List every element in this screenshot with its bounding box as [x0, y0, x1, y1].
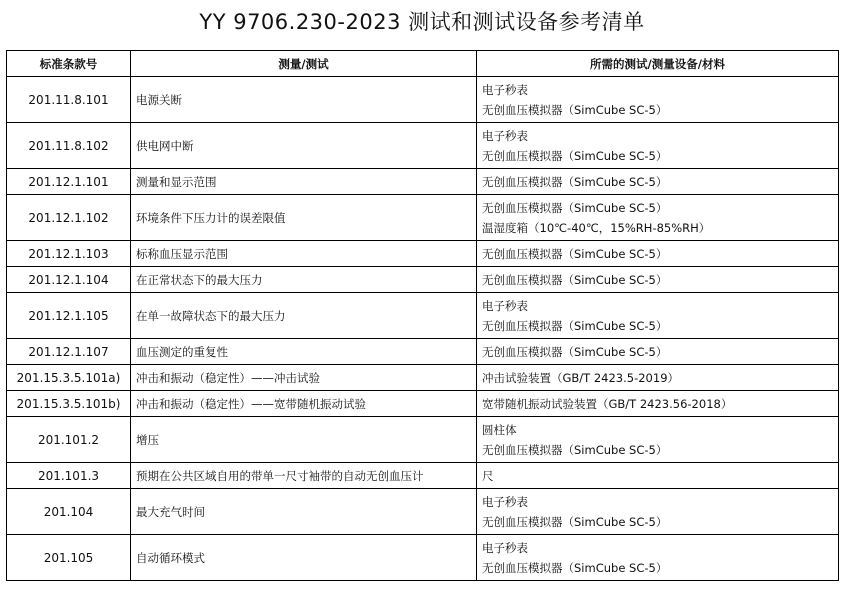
equipment-item: 无创血压模拟器（SimCube SC-5）: [482, 102, 668, 117]
clause-number: 201.12.1.107: [7, 339, 131, 365]
test-description: 自动循环模式: [131, 535, 477, 581]
equipment-item: 无创血压模拟器（SimCube SC-5）: [482, 246, 668, 261]
equipment-item: 温湿度箱（10℃-40℃，15%RH-85%RH）: [482, 220, 711, 235]
equipment-item: 无创血压模拟器（SimCube SC-5）: [482, 148, 668, 163]
clause-number: 201.12.1.101: [7, 169, 131, 195]
table-row: [7, 535, 839, 581]
equipment-item: 无创血压模拟器（SimCube SC-5）: [482, 174, 668, 189]
equipment-item: 电子秒表: [482, 82, 528, 97]
table-row: [7, 267, 839, 293]
table-row: [7, 417, 839, 463]
equipment-item: 无创血压模拟器（SimCube SC-5）: [482, 560, 668, 575]
equipment-cell: [477, 391, 839, 417]
table-row: [7, 391, 839, 417]
equipment-item: 无创血压模拟器（SimCube SC-5）: [482, 318, 668, 333]
test-description: 预期在公共区域自用的带单一尺寸袖带的自动无创血压计: [131, 463, 477, 489]
equipment-cell: [477, 241, 839, 267]
equipment-item: 电子秒表: [482, 494, 528, 509]
clause-number: 201.12.1.105: [7, 293, 131, 339]
test-description: 冲击和振动（稳定性）——宽带随机振动试验: [131, 391, 477, 417]
equipment-item: 无创血压模拟器（SimCube SC-5）: [482, 442, 668, 457]
equipment-cell: [477, 417, 839, 463]
clause-number: 201.105: [7, 535, 131, 581]
equipment-item: 无创血压模拟器（SimCube SC-5）: [482, 200, 668, 215]
table-header-row: [7, 51, 839, 77]
clause-number: 201.11.8.101: [7, 77, 131, 123]
test-description: 冲击和振动（稳定性）——冲击试验: [131, 365, 477, 391]
equipment-item: 无创血压模拟器（SimCube SC-5）: [482, 514, 668, 529]
table-row: [7, 489, 839, 535]
equipment-item: 圆柱体: [482, 422, 517, 437]
test-description: 供电网中断: [131, 123, 477, 169]
reference-table: [6, 50, 839, 581]
test-description: 在单一故障状态下的最大压力: [131, 293, 477, 339]
header-clause: 标准条款号: [7, 51, 131, 77]
document-title: YY 9706.230-2023 测试和测试设备参考清单: [199, 10, 645, 34]
clause-number: 201.15.3.5.101a): [7, 365, 131, 391]
table-row: [7, 195, 839, 241]
clause-number: 201.104: [7, 489, 131, 535]
header-test: 测量/测试: [131, 51, 477, 77]
equipment-cell: [477, 489, 839, 535]
equipment-cell: [477, 339, 839, 365]
equipment-cell: [477, 77, 839, 123]
test-description: 增压: [131, 417, 477, 463]
test-description: 在正常状态下的最大压力: [131, 267, 477, 293]
table-row: [7, 123, 839, 169]
test-description: 测量和显示范围: [131, 169, 477, 195]
table-row: [7, 293, 839, 339]
equipment-item: 无创血压模拟器（SimCube SC-5）: [482, 344, 668, 359]
clause-number: 201.12.1.103: [7, 241, 131, 267]
table-row: [7, 169, 839, 195]
clause-number: 201.101.3: [7, 463, 131, 489]
test-description: 血压测定的重复性: [131, 339, 477, 365]
equipment-item: 冲击试验装置（GB/T 2423.5-2019）: [482, 370, 680, 385]
test-description: 标称血压显示范围: [131, 241, 477, 267]
equipment-item: 电子秒表: [482, 540, 528, 555]
equipment-item: 电子秒表: [482, 128, 528, 143]
equipment-item: 电子秒表: [482, 298, 528, 313]
clause-number: 201.11.8.102: [7, 123, 131, 169]
equipment-cell: [477, 365, 839, 391]
equipment-item: 宽带随机振动试验装置（GB/T 2423.56-2018）: [482, 396, 733, 411]
table-row: [7, 365, 839, 391]
header-equipment: 所需的测试/测量设备/材料: [477, 51, 839, 77]
equipment-cell: [477, 267, 839, 293]
equipment-item: 尺: [482, 468, 494, 483]
equipment-cell: [477, 293, 839, 339]
test-description: 环境条件下压力计的误差限值: [131, 195, 477, 241]
clause-number: 201.12.1.104: [7, 267, 131, 293]
clause-number: 201.101.2: [7, 417, 131, 463]
equipment-cell: [477, 195, 839, 241]
equipment-cell: [477, 169, 839, 195]
test-description: 最大充气时间: [131, 489, 477, 535]
table-row: [7, 77, 839, 123]
clause-number: 201.12.1.102: [7, 195, 131, 241]
table-body: [7, 77, 839, 581]
equipment-cell: [477, 463, 839, 489]
table-row: [7, 241, 839, 267]
test-description: 电源关断: [131, 77, 477, 123]
clause-number: 201.15.3.5.101b): [7, 391, 131, 417]
equipment-item: 无创血压模拟器（SimCube SC-5）: [482, 272, 668, 287]
equipment-cell: [477, 535, 839, 581]
equipment-cell: [477, 123, 839, 169]
table-row: [7, 463, 839, 489]
table-row: [7, 339, 839, 365]
